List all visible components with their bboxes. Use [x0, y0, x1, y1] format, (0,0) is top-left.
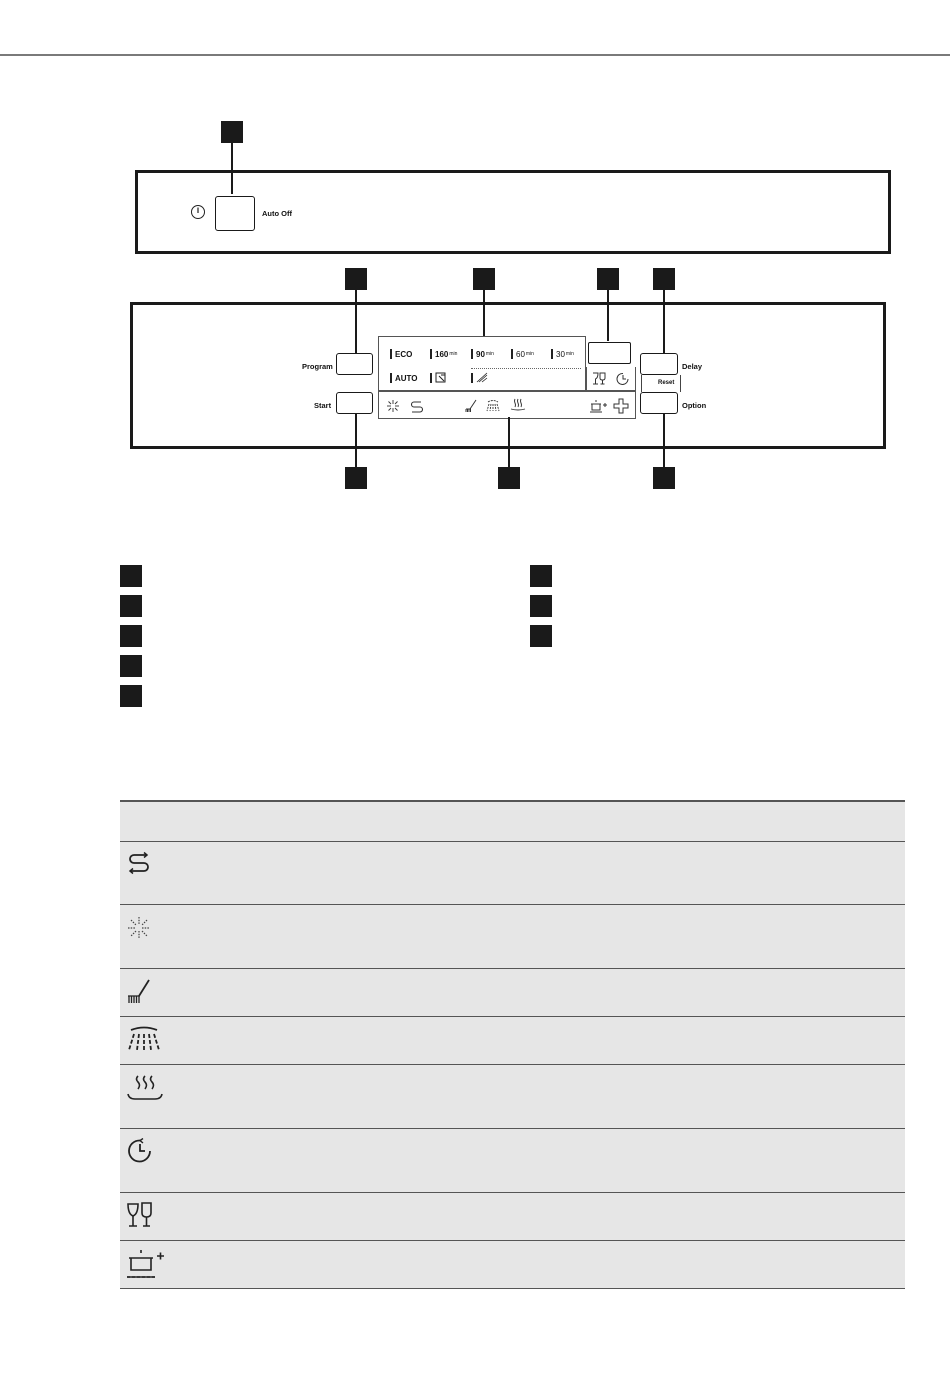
indicator-strip: [378, 391, 636, 419]
pot-plus-icon: [589, 398, 607, 414]
glass-care-icon: [127, 1202, 153, 1228]
legend-marker: [120, 685, 142, 707]
spray-icon: [486, 399, 500, 413]
auto-off-button[interactable]: [215, 196, 255, 231]
program-indicator: 160 min: [430, 349, 457, 359]
program-indicator: 30 min: [551, 349, 574, 359]
callout-marker-5: [653, 268, 675, 290]
wash-brush-icon: [127, 978, 153, 1004]
program-indicator: ECO: [390, 349, 412, 359]
table-row: [120, 969, 905, 1016]
callout-line-8: [663, 413, 665, 468]
program-label: Program: [302, 362, 333, 371]
pot-plus-icon: [127, 1248, 165, 1280]
table-row: [120, 1017, 905, 1064]
program-button[interactable]: [336, 353, 373, 375]
add-icon: [613, 398, 629, 414]
power-icon: [190, 204, 206, 220]
display-divider: [471, 368, 581, 369]
table-row: [120, 905, 905, 968]
legend-marker: [120, 595, 142, 617]
legend-marker: [530, 595, 552, 617]
rinse-aid-icon: [386, 399, 400, 413]
delay-button[interactable]: [640, 353, 678, 375]
start-label: Start: [314, 401, 332, 410]
pot-program-icon: [435, 372, 447, 383]
callout-marker-7: [498, 467, 520, 489]
delay-label: Delay: [682, 362, 703, 371]
delay-display-box: [588, 342, 631, 364]
table-row: [120, 1129, 905, 1192]
legend-marker: [120, 625, 142, 647]
rinse-program-icon: [476, 372, 488, 383]
callout-marker-3: [473, 268, 495, 290]
program-display: [378, 336, 586, 391]
program-indicator: [471, 372, 488, 383]
table-header-row: [120, 802, 905, 841]
table-row: [120, 842, 905, 904]
program-indicator: [430, 372, 447, 383]
start-button[interactable]: [336, 392, 373, 414]
program-indicator: AUTO: [390, 373, 418, 383]
auto-off-label: Auto Off: [262, 209, 292, 218]
glass-care-icon: [592, 372, 606, 386]
drying-icon: [510, 398, 526, 412]
top-control-panel: [135, 170, 891, 254]
legend-marker: [120, 565, 142, 587]
callout-marker-6: [345, 467, 367, 489]
table-bottom-border: [120, 1288, 905, 1289]
legend-marker: [530, 565, 552, 587]
option-icon-box: [586, 367, 636, 391]
callout-marker-8: [653, 467, 675, 489]
program-indicator: 60 min: [511, 349, 534, 359]
header-rule: [0, 54, 950, 56]
rinse-aid-icon: [127, 916, 151, 940]
spray-icon: [127, 1026, 161, 1052]
wash-brush-icon: [464, 399, 478, 413]
drying-icon: [127, 1074, 163, 1102]
option-button[interactable]: [640, 392, 678, 414]
callout-marker-1: [221, 121, 243, 143]
salt-icon: [410, 399, 424, 413]
callout-marker-4: [597, 268, 619, 290]
legend-marker: [530, 625, 552, 647]
legend-marker: [120, 655, 142, 677]
table-row: [120, 1065, 905, 1128]
timer-icon: [616, 372, 630, 386]
table-row: [120, 1241, 905, 1288]
salt-icon: [127, 851, 151, 875]
callout-marker-2: [345, 268, 367, 290]
callout-line-7: [508, 417, 510, 467]
table-row: [120, 1193, 905, 1240]
reset-label: Reset: [658, 380, 675, 386]
callout-line-6: [355, 413, 357, 468]
timer-icon: [127, 1138, 153, 1164]
program-indicator: 90 min: [471, 349, 494, 359]
option-label: Option: [682, 401, 707, 410]
